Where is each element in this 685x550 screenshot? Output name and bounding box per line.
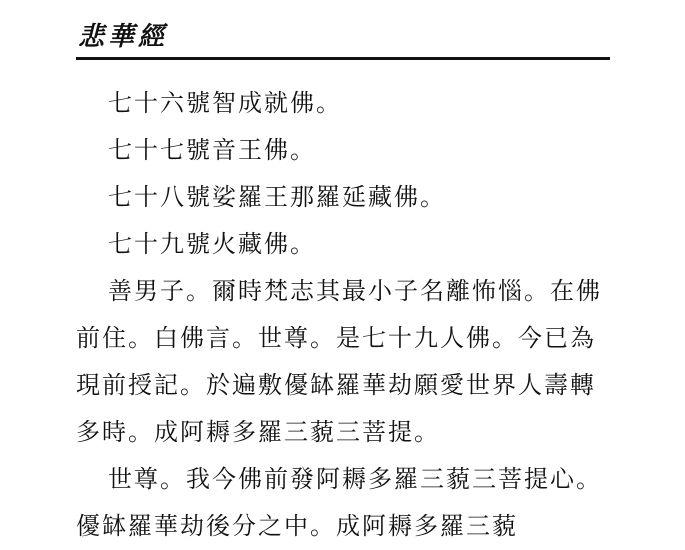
body-text — [76, 80, 614, 550]
paragraph-buddha-79: 七十九號火藏佛。 — [108, 230, 316, 258]
paragraph-buddha-77: 七十七號音王佛。 — [108, 136, 316, 164]
paragraph-world-honored-one: 世尊。我今佛前發阿耨多羅三藐三菩提心。優缽羅華劫後分之中。成阿耨多羅三藐 — [76, 465, 602, 540]
header-rule — [76, 57, 610, 60]
paragraph-good-man: 善男子。爾時梵志其最小子名離怖惱。在佛前住。白佛言。世尊。是七十九人佛。今已為現前授記。於遍敷優缽羅華劫願愛世界人壽轉多時。成阿耨多羅三藐三菩提。 — [76, 277, 602, 446]
running-head-title: 悲華經 — [78, 22, 169, 52]
paragraph-buddha-76: 七十六號智成就佛。 — [108, 89, 342, 117]
paragraph-buddha-78: 七十八號娑羅王那羅延藏佛。 — [108, 183, 446, 211]
